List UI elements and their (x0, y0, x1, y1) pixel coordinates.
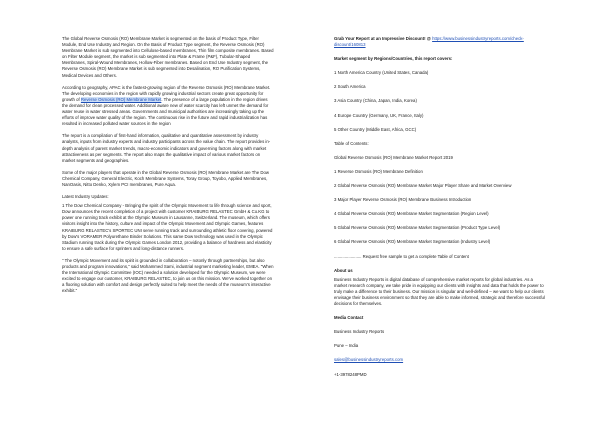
discount-paragraph (334, 36, 546, 48)
major-players-paragraph: Some of the major players that operate in the Global Reverse Osmosis (RO) Membrane Market are The Dow Chemical Company, General Electric, Koch Membrane Systems, Toray Group, Toyobo, Applied Membranes, NanOasis, Nitto Denko, Xylem PCI membranes, Pure Aqua. (62, 169, 269, 187)
right-column (334, 36, 546, 386)
segment-regions-heading: Market segment by Regions/Countries, this report covers: (334, 56, 453, 62)
media-contact-heading: Media Contact (334, 315, 364, 321)
toc-item: 2 Global Reverse Osmosis (RO) Membrane Market Major Player Share and Market Overview (334, 183, 512, 189)
toc-item: 6 Global Reverse Osmosis (RO) Membrane Market Segmentation (Industry Level) (334, 239, 491, 245)
discount-link[interactable]: https://www.businessindustryreports.com/check-discount/160813 (334, 36, 524, 48)
about-paragraph: Business Industry Reports is digital database of comprehensive market reports for global industries. As a market research company, we take pride in equipping our clients with insights and data that holds the power to truly make a difference to their business. Our mission is singular and well-defined – we want to help our clients envisage their business environment so that they are able to make informed, strategic and therefore successful decisions for themselves. (334, 276, 545, 307)
region-item-5: 5 Other Country (Middle East, Africa, GCC) (334, 126, 417, 132)
geography-paragraph (62, 85, 274, 128)
region-item-2: 2 South America (334, 84, 366, 90)
geography-text-after: . The presence of a large population in the region drives the demand for clean processed water. Additional aware new of water scarcity has left unmet the demand for water reuse in water stressed areas. Governments and municipal authorities are increasingly taking up the efforts of improve water quality of the region. The continuous rise in the future and rapid industrialization has resulted in increased polluted water sources in the region (62, 96, 269, 127)
market-link[interactable]: Reverse Osmosis (RO) Membrane Market (80, 96, 162, 102)
toc-item: Global Reverse Osmosis (RO) Membrane Market Report 2019 (334, 154, 453, 160)
contact-company: Business Industry Reports (334, 329, 385, 335)
toc-item: 3 Major Player Reverse Osmosis (RO) Membrane Business Introduction (334, 197, 472, 203)
contact-email (334, 357, 546, 363)
industry-updates-heading: Latest Industry Updates: (62, 194, 109, 200)
toc-more-text: ....................... Request free sample to get a complete Table of Content (334, 253, 469, 259)
left-column (62, 36, 274, 300)
discount-label: Grab Your Report at an Impressive Discount! @ (334, 36, 433, 41)
dow-update-paragraph: 1 The Dow Chemical Company - Bringing the spirit of the Olympic Movement to life through science and sport, Dow announces the recent completion of a project with customer KRAIBURG RELASTEC GmbH & Co.KG to power one running track exhibit at the Olympic Museum in Lausanne, Switzerland. The museum, which offers visitors insight into the history, culture and impact of the Olympic Movement and Olympic Games, features KRAIBURG RELASTEC's SPORTEC UNI serve running track and surrounding athletic floor covering, powered by Dow's VORAMER Polyurethane Binder Solutions. This same Dow technology was used in the Olympic Stadium running track during the Olympic Games London 2012, providing a balance of hardness and elasticity to ensure a safe surface for sprinters and long-distance runners. (62, 203, 273, 251)
toc-item: 5 Global Reverse Osmosis (RO) Membrane Market Segmentation (Product Type Level) (334, 225, 501, 231)
about-heading: About us (334, 267, 353, 273)
report-compilation-paragraph: The report is a compilation of first-hand information, qualitative and quantitative assessment by industry analysts, inputs from industry experts and industry participants across the value chain. The report provides in-depth analysis of parent market trends, macro-economic indicators and governing factors along with market attractiveness as per segments. The report also maps the qualitative impact of various market factors on market segments and geographies. (62, 133, 271, 163)
region-item-3: 3 Asia Country (China, Japan, India, Korea) (334, 98, 417, 104)
email-link[interactable]: sales@businessindustryreports.com (334, 357, 404, 363)
region-item-4: 4 Europe Country (Germany, UK, France, Italy) (334, 112, 424, 118)
segmentation-paragraph: The Global Reverse Osmosis (RO) Membrane Market is segmented on the basis of Product Type, Filter Module, End Use Industry and Region. On the Basis of Product Type segment, the Reverse Osmosis (RO) Membrane Market is sub segmented into Cellulose-based membranes, Thin film composite membranes. Based on Filter Module segment, the market is sub segmented into Plate & Frame (P&F), Tubular-Shaped Membranes, Spiral-Wound Membranes, Hollow-Fiber membranes. Based on End Use Industry segment, the Reverse Osmosis (RO) Membrane Market is sub segmented into Desalination, RO Purification Systems, Medical Devices and Others. (62, 36, 274, 78)
region-item-1: 1 North America Country (United States, Canada) (334, 70, 429, 76)
toc-item: 4 Global Reverse Osmosis (RO) Membrane Market Segmentation (Region Level) (334, 211, 489, 217)
toc-heading: Table of Contents: (334, 140, 369, 146)
toc-item: 1 Reverse Osmosis (RO) Membrane Definition (334, 168, 423, 174)
contact-city: Pune – India (334, 343, 359, 349)
contact-phone: +1-3978248PMD (334, 371, 367, 377)
olympic-quote-paragraph: " The Olympic Movement and its spirit is grounded in collaboration – notonly through partnerships, but also products and program innovations," said Mohammed Sami, industrial segment marketing leader, EMEA. "When the International Olympic Committee (IOC) needed a solution developed for the Olympic Museum, we were excited to engage our customer, KRAIBURG RELASTEC, to join us on this mission. We've worked together on a flooring solution with comfort and design perfectly suited to help meet the needs of the museum's interactive exhibit." (62, 257, 274, 294)
geography-text-before: According to geography, APAC is the fastest-growing region of the Reverse Osmosis (RO) Membrane Market. The developing economies in the region with rapidly growing industrial sectors create great opportunity for growth of (62, 84, 271, 102)
